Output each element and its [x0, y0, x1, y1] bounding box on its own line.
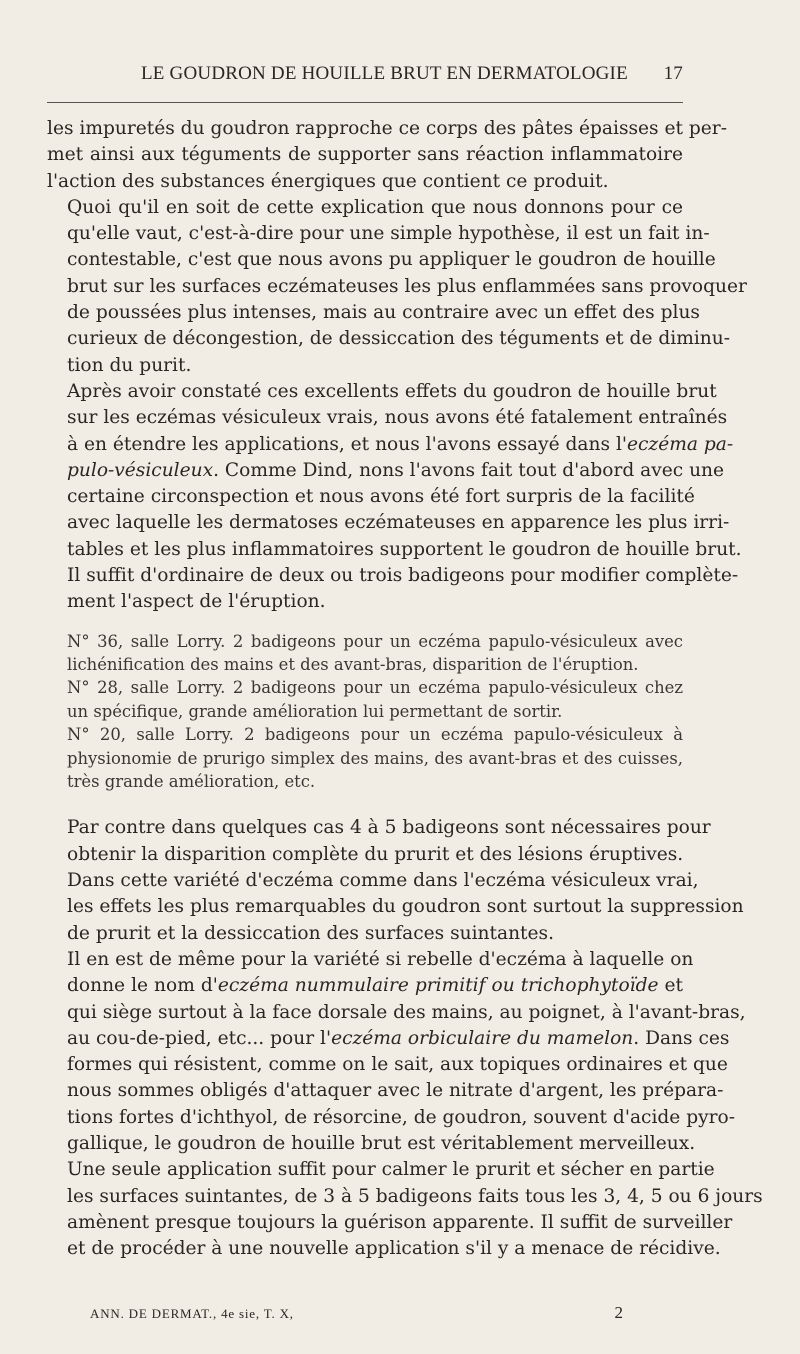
text-line: formes qui résistent, comme on le sait, aux topiques ordinaires et que: [67, 1054, 728, 1076]
page-number: 17: [663, 63, 683, 84]
text-line: Par contre dans quelques cas 4 à 5 badigeons sont nécessaires pour: [67, 817, 711, 839]
text-line: ment l'aspect de l'éruption.: [67, 591, 326, 613]
paragraph-6: [47, 947, 763, 1263]
journal-citation: ANN. DE DERMAT., 4e sie, T. X,: [90, 1306, 294, 1321]
text-line: [47, 1026, 730, 1052]
text-line: curieux de décongestion, de dessiccation des téguments et de diminu-: [67, 328, 731, 350]
paragraph-3: [47, 379, 742, 616]
text-line: certaine circonspection et nous avons été fort surpris de la facilité: [67, 486, 695, 508]
text-line: amènent presque toujours la guérison apparente. Il suffit de surveiller: [67, 1211, 733, 1233]
text-line: les effets les plus remarquables du goudron sont surtout la suppression: [67, 896, 744, 918]
text-line: les surfaces suintantes, de 3 à 5 badigeons faits tous les 3, 4, 5 ou 6 jours: [67, 1185, 763, 1207]
text-line: un spécifique, grande amélioration lui permettant de sortir.: [67, 701, 563, 721]
running-head: [47, 63, 683, 89]
text-line: de prurit et la dessiccation des surfaces suintantes.: [67, 922, 554, 944]
text-line: Après avoir constaté ces excellents effets du goudron de houille brut: [67, 380, 717, 402]
case-entry: [47, 676, 683, 723]
paragraph-5: [47, 868, 744, 947]
signature-mark: 2: [614, 1303, 623, 1322]
running-title: LE GOUDRON DE HOUILLE BRUT EN DERMATOLOGIE: [141, 63, 628, 84]
text-line: gallique, le goudron de houille brut est véritablement merveilleux.: [67, 1133, 696, 1155]
case-entry: [47, 630, 683, 677]
text-line: N° 28, salle Lorry. 2 badigeons pour un eczéma papulo-vésiculeux chez: [67, 678, 683, 698]
text-line: N° 20, salle Lorry. 2 badigeons pour un eczéma papulo-vésiculeux à: [67, 725, 683, 745]
italic-term: pulo-vésiculeux: [67, 459, 214, 481]
text-line: tions fortes d'ichthyol, de résorcine, de goudron, souvent d'acide pyro-: [67, 1106, 735, 1128]
text-line: sur les eczémas vésiculeux vrais, nous avons été fatalement entraînés: [67, 407, 728, 429]
text-line: nous sommes obligés d'attaquer avec le nitrate d'argent, les prépara-: [67, 1080, 724, 1102]
text-line: lichénification des mains et des avant-bras, disparition de l'éruption.: [67, 655, 639, 675]
text-line: tables et les plus inflammatoires supportent le goudron de houille brut.: [67, 538, 742, 560]
text-line: tion du purit.: [67, 354, 192, 376]
text-span: donne le nom d': [67, 975, 218, 997]
text-line: avec laquelle les dermatoses eczémateuses en apparence les plus irri-: [67, 512, 730, 534]
text-line: [47, 973, 683, 999]
text-line: contestable, c'est que nous avons pu appliquer le goudron de houille: [67, 249, 716, 271]
text-span: . Dans ces: [633, 1027, 730, 1049]
text-span: au cou-de-pied, etc... pour l': [67, 1027, 332, 1049]
paragraph-2: [47, 195, 747, 379]
text-line: Il en est de même pour la variété si rebelle d'eczéma à laquelle on: [67, 948, 694, 970]
text-line: qu'elle vaut, c'est-à-dire pour une simple hypothèse, il est un fait in-: [67, 223, 710, 245]
text-line: obtenir la disparition complète du prurit et des lésions éruptives.: [67, 843, 684, 865]
text-line: qui siège surtout à la face dorsale des mains, au poignet, à l'avant-bras,: [67, 1001, 746, 1023]
text-line: de poussées plus intenses, mais au contraire avec un effet des plus: [67, 302, 700, 324]
italic-term: eczéma orbiculaire du mamelon: [331, 1027, 634, 1049]
paragraph-4: [47, 815, 711, 868]
body-text: [47, 116, 763, 1263]
text-line: [47, 432, 734, 458]
text-line: physionomie de prurigo simplex des mains, des avant-bras et des cuisses,: [67, 748, 683, 768]
text-line: Il suffit d'ordinaire de deux ou trois badigeons pour modifier complète-: [67, 565, 739, 587]
text-line: [47, 458, 725, 484]
text-span: et: [658, 975, 683, 997]
italic-term: eczéma pa-: [627, 433, 734, 455]
text-span: . Comme Dind, nons l'avons fait tout d'abord avec une: [213, 459, 725, 481]
text-line: Dans cette variété d'eczéma comme dans l'eczéma vésiculeux vrai,: [67, 870, 699, 892]
text-line: les impuretés du goudron rapproche ce corps des pâtes épaisses et per-: [47, 118, 727, 139]
header-rule: [47, 102, 683, 103]
text-line: l'action des substances énergiques que contient ce produit.: [47, 170, 609, 192]
text-line: et de procéder à une nouvelle application s'il y a menace de récidive.: [67, 1238, 721, 1260]
text-span: à en étendre les applications, et nous l'avons essayé dans l': [67, 433, 628, 455]
text-line: met ainsi aux téguments de supporter sans réaction inflammatoire: [47, 144, 683, 166]
italic-term: eczéma nummulaire primitif ou trichophytoïde: [217, 975, 659, 997]
page-footer: [90, 1303, 683, 1328]
text-line: N° 36, salle Lorry. 2 badigeons pour un eczéma papulo-vésiculeux avec: [67, 631, 683, 651]
text-line: Une seule application suffit pour calmer le prurit et sécher en partie: [67, 1159, 715, 1181]
case-list: [47, 630, 683, 794]
paragraph-1: [47, 116, 727, 195]
text-line: brut sur les surfaces eczémateuses les plus enflammées sans provoquer: [67, 275, 747, 297]
text-line: Quoi qu'il en soit de cette explication que nous donnons pour ce: [67, 196, 683, 218]
text-line: très grande amélioration, etc.: [67, 772, 316, 792]
case-entry: [47, 723, 683, 793]
